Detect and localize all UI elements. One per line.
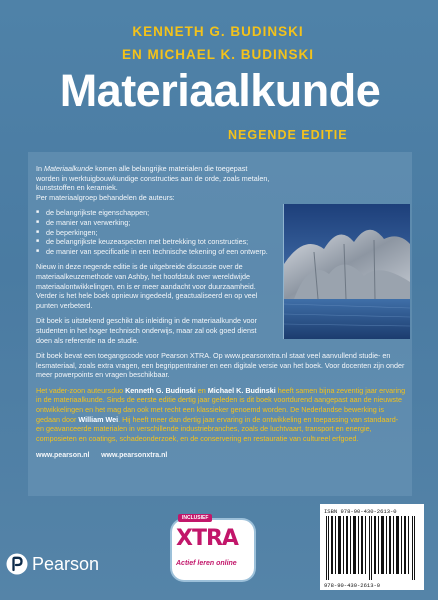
- xtra-tagline: Actief leren online: [176, 560, 237, 567]
- xtra-logo: XTRA: [176, 526, 238, 551]
- feature-list: [36, 208, 282, 256]
- author-line-1: KENNETH G. BUDINSKI: [132, 24, 304, 39]
- isbn-top: ISBN 978-90-430-2613-0: [324, 508, 397, 515]
- barcode-bars: [324, 516, 420, 580]
- intro-rest: komen alle belangrijke materialen die toegepast worden in werktuigbouwkundige constructies aan de orde, zoals metalen, kunststoffen en keramiek.: [36, 164, 270, 193]
- audience-paragraph: Dit boek is uitstekend geschikt als inleiding in de materiaalkunde voor studenten in het hoger technisch onderwijs, maar zal ook goed dienst doen als referentie na de studie.: [36, 316, 257, 345]
- list-item: ■ de belangrijkste eigenschappen;: [36, 208, 282, 218]
- website-link-xtra[interactable]: www.pearsonxtra.nl: [101, 452, 168, 460]
- list-item: ■ de manier van verwerking;: [36, 218, 282, 228]
- pearson-icon: [6, 553, 28, 575]
- author-line-2: EN MICHAEL K. BUDINSKI: [121, 47, 314, 62]
- pearson-logo: [6, 553, 99, 575]
- list-item: ■ de beperkingen;: [36, 228, 282, 238]
- authors-paragraph: [36, 386, 408, 444]
- xtra-sticker: [172, 515, 254, 580]
- xtra-paragraph: Dit boek bevat een toegangscode voor Pearson XTRA. Op www.pearsonxtra.nl staat veel aanvullend studie- en lesmateriaal, zoals extra vragen, een begrippentrainer en een digitale versie van het boek. Voor docenten zijn onder meer powerpoints en vragen beschikbaar.: [36, 351, 405, 380]
- author-name-1: Kenneth G. Budinski: [125, 385, 196, 395]
- list-item: ■ de manier van specificatie in een technische tekening of een ontwerp.: [36, 247, 282, 257]
- intro-line2: Per materiaalgroep behandelen de auteurs:: [36, 192, 175, 202]
- intro-prefix: In: [36, 164, 44, 173]
- new-edition-paragraph: Nieuw in deze negende editie is de uitgebreide discussie over de materiaalkeuzemethode van Ashby, het hoofdstuk over wereldwijde materiaalontwikkelingen, en is er meer aandacht voor duurzaamheid. Verder is het hele boek opnieuw ingedeeld, geactualiseerd en op veel punten verbeterd.: [36, 262, 258, 310]
- barcode: [320, 504, 424, 590]
- intro-title: Materiaalkunde: [44, 164, 94, 173]
- publisher-name: Pearson: [32, 553, 100, 574]
- book-title: Materiaalkunde: [59, 65, 381, 116]
- website-link-pearson[interactable]: www.pearson.nl: [36, 452, 90, 460]
- author-name-2: Michael K. Budinski: [207, 385, 276, 395]
- translator-name: William Wei: [78, 414, 119, 424]
- authors-p-c: heeft samen bijna zeventig jaar ervaring in de materiaalkunde. Sinds de eerste editie dertig jaar geleden is dit boek voortdurend aangepast aan de nieuwste ontwikkelingen en het mag dan ook met recht een klassieker genoemd worden. De Nederlandse bewerking is gedaan door: [36, 385, 406, 424]
- intro-paragraph: [36, 164, 272, 202]
- authors: [68, 20, 368, 66]
- edition-label: NEGENDE EDITIE: [228, 128, 348, 142]
- authors-p-b: en: [195, 385, 208, 395]
- isbn-bottom: 978-90-430-2613-0: [324, 582, 381, 589]
- list-item: ■ de belangrijkste keuzeaspecten met betrekking tot constructies;: [36, 237, 282, 247]
- authors-p-a: Het vader-zoon auteursduo: [36, 385, 126, 395]
- website-links: [36, 451, 408, 461]
- authors-p-d: . Hij heeft meer dan dertig jaar ervaring in de ontwikkeling en toepassing van standaard- en geavanceerde materialen in verschillende industriebranches, zoals de luchtvaart, transport en energie, composieten en coatings, schadeonderzoek, en de conservering en restauratie van cultureel erfgoed.: [36, 414, 399, 443]
- xtra-badge: INCLUSIEF: [178, 514, 212, 522]
- description: [36, 164, 408, 461]
